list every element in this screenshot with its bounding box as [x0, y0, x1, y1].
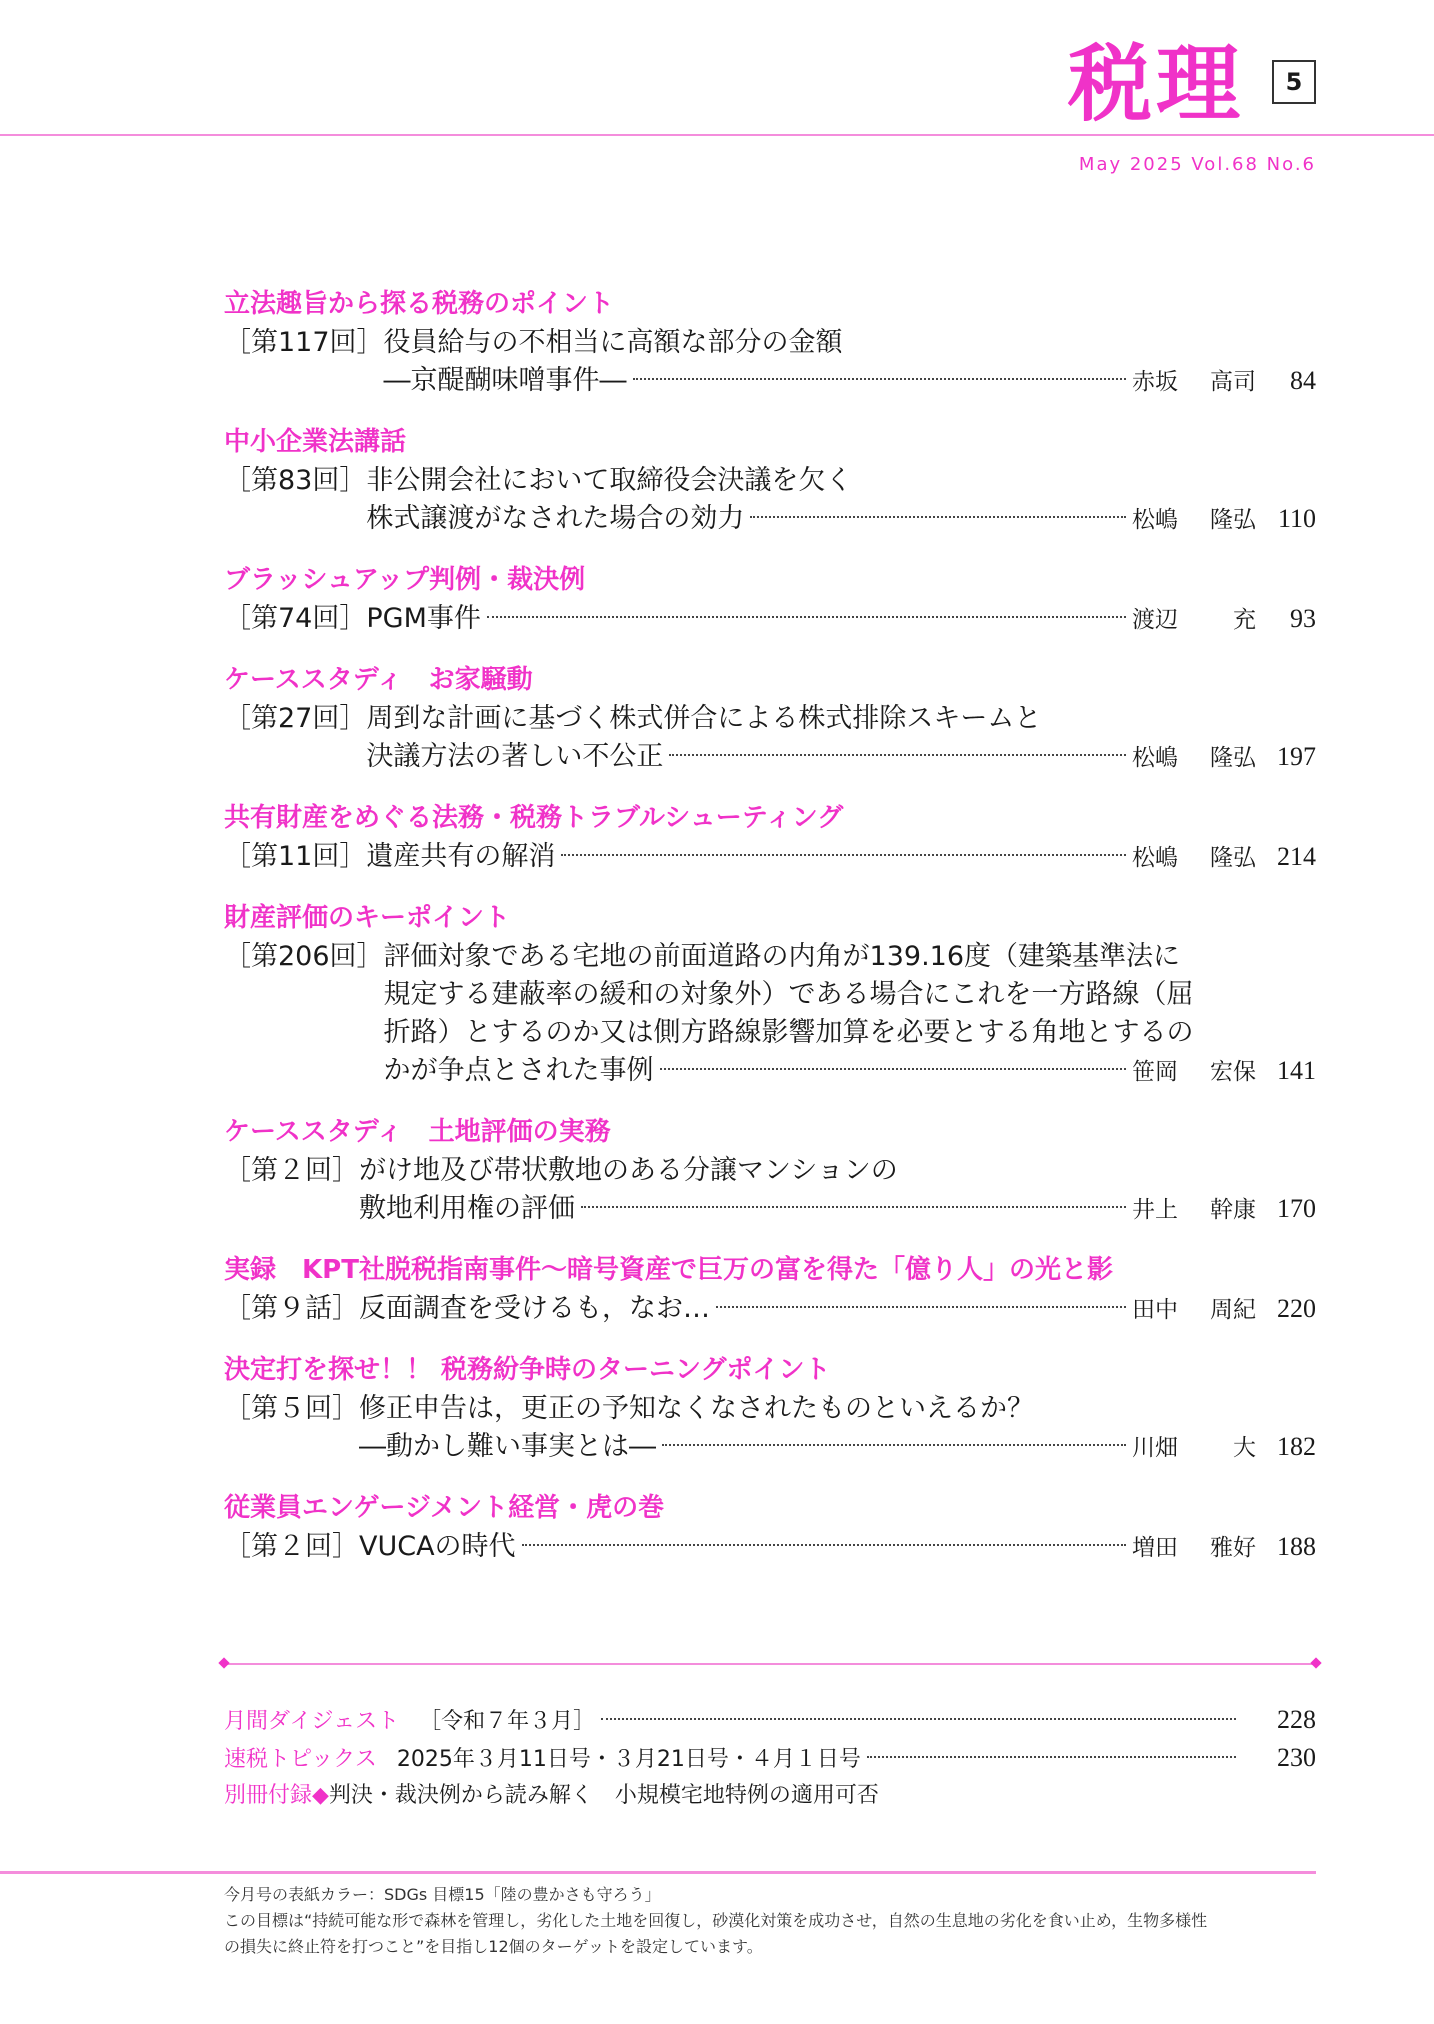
article-title-last-line [366, 500, 1316, 538]
article-title-line: ―動かし難い事実とは― [359, 1431, 656, 1462]
author-family-name: 川畑 [1132, 1435, 1178, 1461]
dot-leader [750, 516, 1126, 518]
article-title [366, 838, 1316, 876]
author-name [1132, 1291, 1256, 1329]
article-title-line: ―京醍醐味噌事件― [383, 365, 627, 396]
dot-leader [716, 1306, 1126, 1308]
toc-entry[interactable] [224, 324, 1316, 400]
toc-entry[interactable] [224, 938, 1316, 1090]
article-title-line: 役員給与の不相当に高額な部分の金額 [383, 327, 843, 358]
article-title [359, 1290, 1316, 1328]
article-title-line: 周到な計画に基づく株式併合による株式排除スキームと [366, 703, 1042, 734]
article-title-line: 株式譲渡がなされた場合の効力 [366, 503, 745, 534]
page-number: 170 [1277, 1194, 1316, 1223]
author-given-name: 隆弘 [1210, 507, 1256, 533]
article-title-line: 反面調査を受けるも，なお… [359, 1293, 710, 1324]
footer-notes [224, 1882, 1316, 1960]
digest-label: 月間ダイジェスト [224, 1709, 400, 1734]
author-given-name: 隆弘 [1210, 845, 1256, 871]
author-family-name: 渡辺 [1132, 607, 1178, 633]
digest-list [224, 1701, 1316, 1815]
article-title-line: PGM事件 [366, 603, 481, 634]
toc-section [224, 560, 1316, 638]
installment-number: ［第83回］ [224, 465, 367, 496]
author-name [1132, 739, 1256, 777]
author-name [1132, 601, 1256, 639]
toc-entry[interactable] [224, 700, 1316, 776]
dot-leader [633, 378, 1126, 380]
installment-number: ［第117回］ [224, 327, 384, 358]
dot-leader [662, 1444, 1126, 1446]
series-title[interactable]: 実録 KPT社脱税指南事件～暗号資産で巨万の富を得た「億り人」の光と影 [224, 1255, 1113, 1285]
dot-leader [561, 854, 1126, 856]
series-title[interactable]: ケーススタディ 土地評価の実務 [224, 1117, 611, 1147]
article-title-last-line [359, 1290, 1316, 1328]
toc-entry[interactable] [224, 1390, 1316, 1466]
page-number: 110 [1277, 504, 1316, 533]
author-name [1132, 1429, 1256, 1467]
article-title-last-line [359, 1190, 1316, 1228]
series-title[interactable]: ケーススタディ お家騒動 [224, 665, 533, 695]
article-title-line: VUCAの時代 [359, 1531, 516, 1562]
author-given-name: 周紀 [1210, 1297, 1256, 1323]
series-title[interactable]: 従業員エンゲージメント経営・虎の巻 [224, 1493, 665, 1523]
series-title[interactable]: 中小企業法講話 [224, 427, 407, 457]
article-title-line: 折路）とするのか又は側方路線影響加算を必要とする角地とするの [383, 1017, 1194, 1048]
toc-entry[interactable] [224, 1152, 1316, 1228]
series-title[interactable]: 共有財産をめぐる法務・税務トラブルシューティング [224, 803, 844, 833]
article-title [384, 324, 1316, 400]
article-title [366, 600, 1316, 638]
article-title-line: 遺産共有の解消 [366, 841, 556, 872]
issue-number-box: 5 [1272, 60, 1316, 104]
toc-section [224, 1350, 1316, 1466]
installment-number: ［第74回］ [224, 603, 367, 634]
article-title [366, 462, 1316, 538]
article-title [359, 1528, 1316, 1566]
page-number: 214 [1277, 842, 1316, 871]
dot-leader [581, 1206, 1126, 1208]
author-given-name: 雅好 [1210, 1535, 1256, 1561]
author-family-name: 田中 [1132, 1297, 1178, 1323]
installment-number: ［第206回］ [224, 941, 384, 972]
dot-leader [867, 1756, 1236, 1758]
toc-entry[interactable] [224, 462, 1316, 538]
article-title-line: 規定する建蔽率の緩和の対象外）である場合にこれを一方路線（屈 [383, 979, 1194, 1010]
article-title [384, 938, 1316, 1090]
author-given-name: 宏保 [1210, 1059, 1256, 1085]
digest-text: 2025年３月11日号・３月21日号・４月１日号 [396, 1747, 861, 1772]
digest-row-monthly[interactable] [224, 1701, 1316, 1739]
article-title-last-line [384, 1052, 1316, 1090]
page-number: 93 [1290, 604, 1316, 633]
table-of-contents [224, 284, 1316, 1588]
cover-description-line: の損失に終止符を打つこと”を目指し12個のターゲットを設定しています。 [224, 1937, 763, 1956]
installment-number: ［第11回］ [224, 841, 367, 872]
supplement-label: 別冊付録◆ [224, 1783, 329, 1808]
page-number: 141 [1277, 1056, 1316, 1085]
dot-leader [522, 1544, 1126, 1546]
author-family-name: 増田 [1132, 1535, 1178, 1561]
author-family-name: 松嶋 [1132, 745, 1178, 771]
author-family-name: 松嶋 [1132, 845, 1178, 871]
toc-entry[interactable] [224, 838, 1316, 876]
cover-color-note: 今月号の表紙カラー：SDGs 目標15「陸の豊かさも守ろう」 [224, 1885, 661, 1904]
supplement-text: 判決・裁決例から読み解く 小規模宅地特例の適用可否 [328, 1783, 879, 1808]
digest-label: 速税トピックス [224, 1747, 377, 1772]
toc-section [224, 798, 1316, 876]
author-family-name: 赤坂 [1132, 369, 1178, 395]
digest-page: 228 [1277, 1705, 1316, 1734]
dot-leader [669, 754, 1126, 756]
article-title-line: 非公開会社において取締役会決議を欠く [366, 465, 853, 496]
series-title[interactable]: ブラッシュアップ判例・裁決例 [224, 565, 586, 595]
author-family-name: 松嶋 [1132, 507, 1178, 533]
dot-leader [487, 616, 1126, 618]
installment-number: ［第９話］ [224, 1293, 359, 1324]
installment-number: ［第５回］ [224, 1393, 359, 1424]
issue-date-volume: May 2025 Vol.68 No.6 [1078, 154, 1316, 175]
toc-section [224, 898, 1316, 1090]
article-title-line: 評価対象である宅地の前面道路の内角が139.16度（建築基準法に [383, 941, 1181, 972]
dot-leader [601, 1718, 1236, 1720]
toc-section [224, 660, 1316, 776]
article-title-last-line [366, 738, 1316, 776]
page-number: 197 [1277, 742, 1316, 771]
author-given-name: 幹康 [1210, 1197, 1256, 1223]
toc-section [224, 1488, 1316, 1566]
supplement-row[interactable] [224, 1777, 1316, 1815]
toc-section [224, 1250, 1316, 1328]
page-number: 84 [1290, 366, 1316, 395]
article-title-line: 修正申告は，更正の予知なくなされたものといえるか？ [359, 1393, 1034, 1424]
toc-section [224, 1112, 1316, 1228]
page-number: 188 [1277, 1532, 1316, 1561]
article-title [366, 700, 1316, 776]
series-title[interactable]: 決定打を探せ！！ 税務紛争時のターニングポイント [224, 1355, 831, 1385]
toc-section [224, 284, 1316, 400]
author-name [1132, 363, 1256, 401]
article-title [359, 1390, 1316, 1466]
installment-number: ［第27回］ [224, 703, 367, 734]
toc-section [224, 422, 1316, 538]
article-title [359, 1152, 1316, 1228]
author-given-name: 大 [1233, 1435, 1256, 1461]
series-title[interactable]: 立法趣旨から探る税務のポイント [224, 289, 615, 319]
article-title-line: がけ地及び帯状敷地のある分譲マンションの [359, 1155, 898, 1186]
article-title-last-line [359, 1528, 1316, 1566]
installment-number: ［第２回］ [224, 1155, 359, 1186]
article-title-last-line [366, 600, 1316, 638]
author-name [1132, 1529, 1256, 1567]
author-given-name: 充 [1233, 607, 1256, 633]
header-divider [0, 134, 1434, 136]
author-family-name: 笹岡 [1132, 1059, 1178, 1085]
author-name [1132, 1053, 1256, 1091]
article-title-last-line [384, 362, 1316, 400]
article-title-last-line [359, 1428, 1316, 1466]
author-name [1132, 1191, 1256, 1229]
section-divider [224, 1663, 1316, 1665]
toc-entry[interactable] [224, 1528, 1316, 1566]
article-title-last-line [366, 838, 1316, 876]
toc-entry[interactable] [224, 1290, 1316, 1328]
page-number: 220 [1277, 1294, 1316, 1323]
series-title[interactable]: 財産評価のキーポイント [224, 903, 511, 933]
installment-number: ［第２回］ [224, 1531, 359, 1562]
article-title-line: かが争点とされた事例 [383, 1055, 654, 1086]
article-title-line: 決議方法の著しい不公正 [366, 741, 664, 772]
magazine-title: 税理 [1067, 34, 1244, 133]
author-family-name: 井上 [1132, 1197, 1178, 1223]
dot-leader [660, 1068, 1126, 1070]
author-name [1132, 839, 1256, 877]
author-given-name: 高司 [1210, 369, 1256, 395]
page-number: 182 [1277, 1432, 1316, 1461]
toc-entry[interactable] [224, 600, 1316, 638]
author-given-name: 隆弘 [1210, 745, 1256, 771]
digest-text: ［令和７年３月］ [419, 1709, 596, 1734]
article-title-line: 敷地利用権の評価 [359, 1193, 575, 1224]
footer-divider [0, 1871, 1316, 1874]
digest-row-topics[interactable] [224, 1739, 1316, 1777]
author-name [1132, 501, 1256, 539]
cover-description-line: この目標は“持続可能な形で森林を管理し，劣化した土地を回復し，砂漠化対策を成功させ，自然の生息地の劣化を食い止め，生物多様性 [224, 1911, 1208, 1930]
digest-page: 230 [1277, 1743, 1316, 1772]
